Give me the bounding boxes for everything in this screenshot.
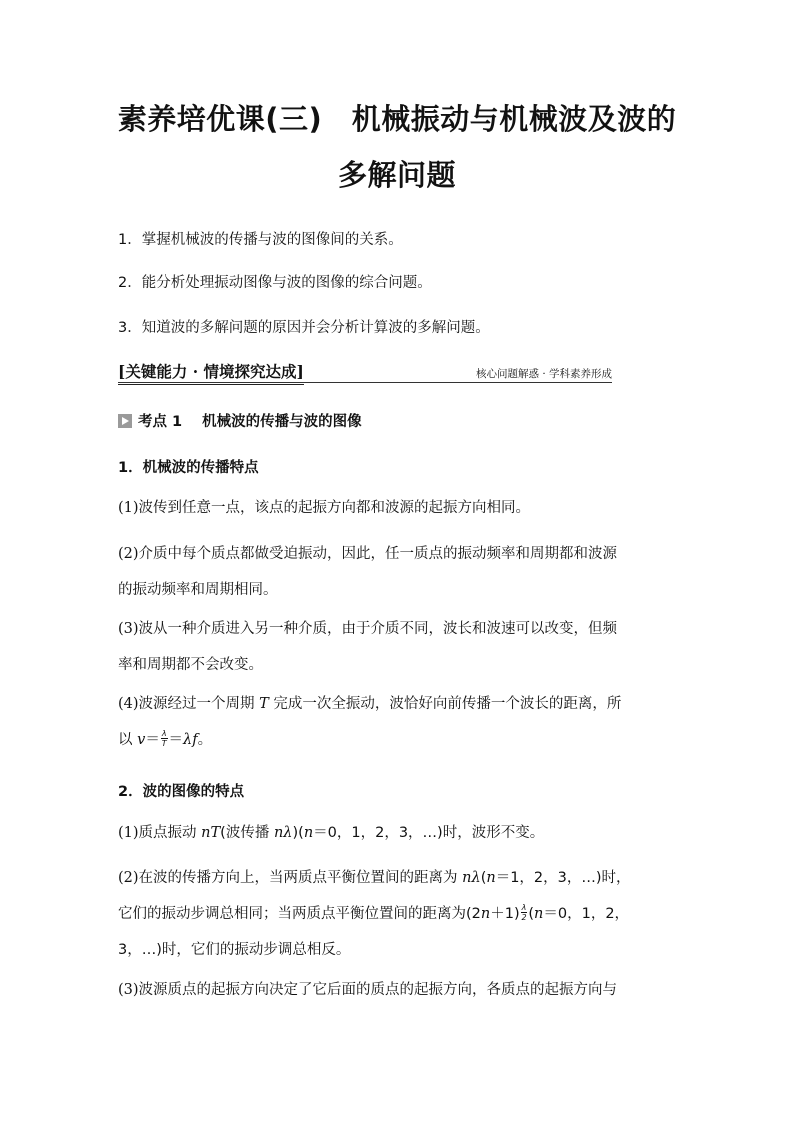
- objective-3: 3．知道波的多解问题的原因并会分析计算波的多解问题。: [118, 320, 490, 336]
- paragraph-3: (3)波从一种介质进入另一种介质，由于介质不同，波长和波速可以改变，但频 率和周期都不会改变。: [118, 621, 618, 673]
- paragraph-6: (2)在波的传播方向上，当两质点平衡位置间的距离为 nλ(n＝1，2，3，…)时， 它们的振动步调总相同；当两质点平衡位置间的距离为(2n＋1) $\frac{\lambda}{2}$ (n＝0，1，2， 3，…)时，它们的振动步调总相反。: [118, 870, 631, 958]
- objective-2: 2．能分析处理振动图像与波的图像的综合问题。: [118, 275, 432, 291]
- velocity-formula: 以 v＝ $\frac{\lambda}{T}$ ＝λf。: [118, 728, 213, 748]
- section-title: [关键能力 · 情境探究达成]: [118, 360, 304, 385]
- heading-1: 1．机械波的传播特点: [118, 460, 259, 476]
- section-subtitle: 核心问题解惑 · 学科素养形成: [475, 368, 612, 380]
- section-bar: [118, 360, 612, 384]
- kaodian-heading: 考点 1 机械波的传播与波的图像: [118, 410, 362, 431]
- section-divider: [118, 382, 612, 383]
- fraction-lambda-over-T: $\frac{\lambda}{T}$: [161, 728, 167, 748]
- paragraph-5: (1)质点振动 nT(波传播 nλ)(n＝0，1，2，3，…)时，波形不变。: [118, 825, 545, 841]
- page-title-line2: 多解问题: [337, 158, 456, 192]
- paragraph-2: (2)介质中每个质点都做受迫振动，因此，任一质点的振动频率和周期都和波源 的振动频率和周期相同。: [118, 546, 618, 598]
- objective-1: 1．掌握机械波的传播与波的图像间的关系。: [118, 232, 403, 248]
- paragraph-7: (3)波源质点的起振方向决定了它后面的质点的起振方向，各质点的起振方向与: [118, 982, 618, 998]
- fraction-lambda-over-2: $\frac{\lambda}{2}$: [521, 902, 527, 922]
- page-title: 素养培优课(三) 机械振动与机械波及波的: [117, 102, 677, 136]
- play-triangle-icon: [118, 414, 132, 428]
- paragraph-4: (4)波源经过一个周期 T 完成一次全振动，波恰好向前传播一个波长的距离，所 以 v＝ $\frac{\lambda}{T}$ ＝λf。: [118, 686, 678, 758]
- heading-2: 2．波的图像的特点: [118, 784, 245, 800]
- paragraph-1: (1)波传到任意一点，该点的起振方向都和波源的起振方向相同。: [118, 500, 531, 516]
